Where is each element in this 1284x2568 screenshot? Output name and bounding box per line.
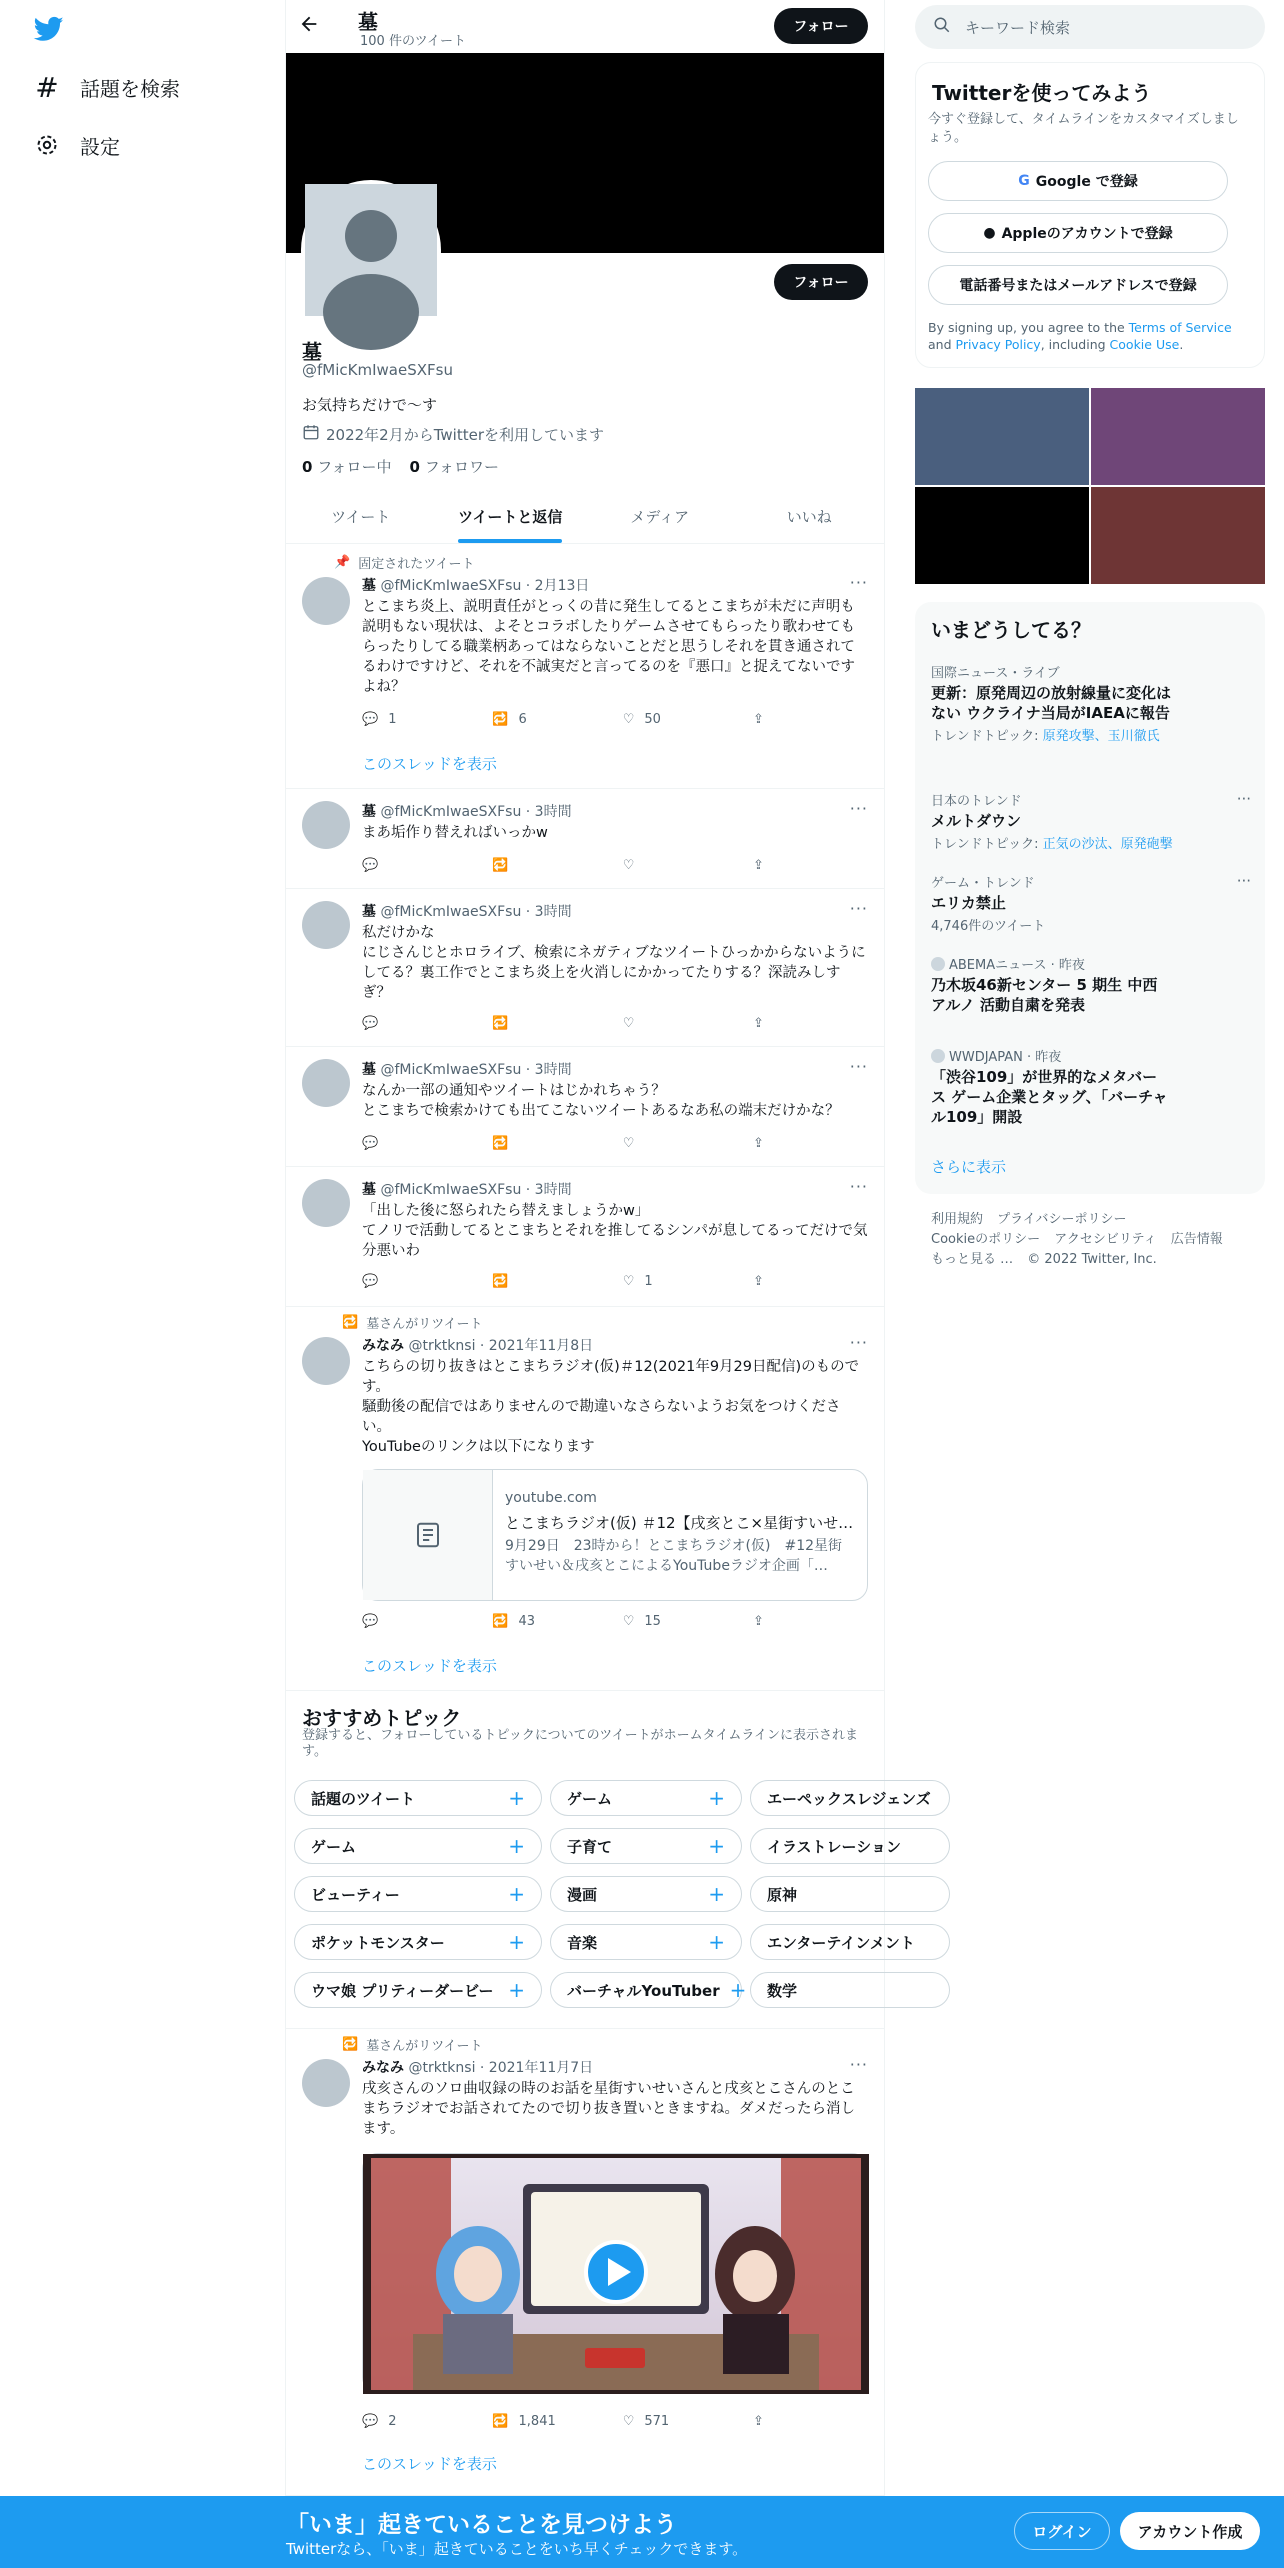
reply-icon: 💬 (362, 1273, 379, 1289)
search-icon (933, 16, 951, 38)
tweet-text: なんか一部の通知やツイートはじかれちゃう？ とこまちで検索かけても出てこないツイートあるなあ私の端末だけかな？ (362, 1083, 840, 1119)
retweet-icon: 🔁 (492, 1273, 509, 1289)
tab-tweets[interactable]: ツイート (331, 508, 391, 526)
footer-link[interactable]: プライバシーポリシー (997, 1212, 1127, 1227)
retweet-icon: 🔁 (342, 2037, 359, 2052)
like-button[interactable]: ♡ 571 (622, 2413, 670, 2429)
avatar[interactable] (302, 1337, 350, 1385)
more-icon[interactable]: ··· (849, 899, 868, 918)
retweet-icon: 🔁 (492, 1613, 509, 1629)
footer-link[interactable]: もっと見る … (931, 1252, 1014, 1267)
tweet[interactable] (286, 789, 884, 889)
like-button[interactable] (623, 1013, 753, 1033)
retweet-button[interactable]: 🔁 6 (492, 711, 527, 727)
retweeted-label: 🔁 墓さんがリツイート (342, 2037, 483, 2054)
tweet-actions (362, 709, 782, 729)
tweet[interactable] (286, 1167, 884, 1307)
tab-likes[interactable]: いいね (786, 508, 832, 526)
profile-header-bar (286, 0, 884, 53)
signup-box (915, 62, 1265, 368)
google-icon: G (1018, 173, 1030, 189)
heart-icon: ♡ (622, 711, 635, 727)
media-grid (915, 388, 1265, 584)
back-arrow-icon[interactable] (298, 13, 324, 39)
share-icon: ⇪ (753, 711, 764, 727)
topic-chip[interactable]: ゲーム + (294, 1828, 542, 1864)
reply-icon: 💬 (362, 1135, 379, 1151)
tweet-actions (362, 1611, 782, 1631)
bottom-signup-bar (0, 2496, 1284, 2568)
heart-icon: ♡ (622, 1613, 635, 1629)
like-button[interactable] (623, 1133, 753, 1153)
avatar[interactable] (302, 801, 350, 849)
share-button[interactable] (753, 2411, 782, 2431)
plus-icon: + (708, 1882, 725, 1906)
tweet-meta: 墓 @fMicKmIwaeSXFsu · 3時間 (362, 804, 572, 820)
bottom-subtext: Twitterなら、「いま」起きていることをいち早くチェックできます。 (286, 2540, 748, 2558)
avatar[interactable] (302, 1059, 350, 1107)
tweet-meta: 墓 @fMicKmIwaeSXFsu · 3時間 (362, 904, 572, 920)
retweet-button[interactable] (492, 1133, 622, 1153)
header-name: 墓 (358, 10, 378, 34)
pinned-label: 📌 固定されたツイート (334, 555, 475, 572)
header-tweet-count: 100 件のツイート (360, 34, 467, 49)
signup-button[interactable]: アカウント作成 (1120, 2512, 1260, 2550)
show-thread-link[interactable]: このスレッドを表示 (362, 2455, 497, 2473)
share-icon: ⇪ (753, 1273, 764, 1289)
topic-chip[interactable]: 原神 (750, 1876, 950, 1912)
plus-icon: + (508, 1930, 525, 1954)
footer-link[interactable]: アクセシビリティ (1054, 1232, 1157, 1247)
share-icon: ⇪ (753, 1135, 764, 1151)
share-button[interactable] (753, 1013, 782, 1033)
tweet-text: 「出した後に怒られたら替えましょうかw」 てノリで活動してるとこまちとそれを推してるシンパが息してるってだけで気分悪いわ (362, 1203, 868, 1259)
heart-icon: ♡ (622, 857, 635, 873)
avatar[interactable] (302, 2059, 350, 2107)
search-placeholder: キーワード検索 (965, 18, 1071, 37)
main-column (285, 0, 931, 2568)
profile-joined-text: 2022年2月からTwitterを利用しています (326, 425, 604, 444)
card-domain: youtube.com (505, 1490, 597, 1506)
reply-icon: 💬 (362, 1015, 379, 1031)
share-icon: ⇪ (753, 1613, 764, 1629)
topic-chip[interactable]: 子育て + (550, 1828, 742, 1864)
tweet-meta: 墓 @fMicKmIwaeSXFsu · 3時間 (362, 1062, 572, 1078)
media-thumb[interactable] (1091, 388, 1265, 485)
share-icon: ⇪ (753, 857, 764, 873)
footer-links (931, 1210, 1251, 1270)
share-button[interactable] (753, 709, 782, 729)
tweet-meta: 墓 @fMicKmIwaeSXFsu · 3時間 (362, 1182, 572, 1198)
calendar-icon (302, 423, 320, 445)
topic-chip[interactable]: 話題のツイート + (294, 1780, 542, 1816)
plus-icon: + (708, 1930, 725, 1954)
trend-item[interactable]: 日本のトレンド メルトダウン トレンドトピック: 正気の沙汰、原発砲撃 ··· (931, 790, 1251, 852)
footer-link[interactable]: 広告情報 (1170, 1232, 1223, 1247)
login-button[interactable]: ログイン (1014, 2512, 1110, 2550)
topic-chip[interactable]: 漫画 + (550, 1876, 742, 1912)
footer-link[interactable]: Cookieのポリシー (931, 1232, 1041, 1247)
trends-box (915, 602, 1265, 1194)
nav-explore-label: 話題を検索 (80, 76, 180, 101)
retweet-button[interactable] (492, 1013, 622, 1033)
avatar[interactable] (302, 901, 350, 949)
retweet-icon: 🔁 (492, 711, 509, 727)
plus-icon: + (729, 1978, 747, 2002)
signup-title: Twitterを使ってみよう (932, 81, 1152, 105)
media-thumb[interactable] (1091, 487, 1265, 584)
reply-button[interactable] (362, 1611, 492, 1631)
nav-explore[interactable] (34, 67, 180, 107)
heart-icon: ♡ (622, 1135, 635, 1151)
tweet-actions (362, 1271, 782, 1291)
bottom-headline: 「いま」起きていることを見つけよう (286, 2512, 677, 2538)
google-signup-button[interactable]: G Google で登録 (928, 161, 1228, 201)
plus-icon: + (508, 1834, 525, 1858)
plus-icon: + (508, 1786, 525, 1810)
phone-signup-button[interactable]: 電話番号またはメールアドレスで登録 (928, 265, 1228, 305)
source-avatar (931, 957, 945, 971)
source-avatar (931, 1049, 945, 1063)
reply-icon: 💬 (362, 2413, 379, 2429)
retweet-button[interactable] (492, 1271, 622, 1291)
tweet-actions (362, 1133, 782, 1153)
cookie-link[interactable]: Cookie Use (1109, 337, 1180, 352)
topic-chip[interactable]: バーチャルYouTuber + (550, 1972, 742, 2008)
tweet-text: 私だけかな にじさんじとホロライブ、検索にネガティブなツイートひっかからないようにしてる？裏工作でとこまち炎上を火消しにかかってたりする？深読みしすぎ？ (362, 925, 866, 1001)
hashtag-icon: # (35, 70, 59, 104)
trend-item[interactable]: ABEMAニュース · 昨夜 乃木坂46新センター 5 期生 中西アルノ 活動自粛を発表 (931, 958, 1158, 1014)
more-icon[interactable]: ··· (1236, 790, 1251, 808)
avatar[interactable] (302, 1179, 350, 1227)
heart-icon: ♡ (622, 2413, 635, 2429)
gear-icon (34, 132, 60, 158)
plus-icon: + (508, 1978, 525, 2002)
tweet-actions (362, 1013, 782, 1033)
reply-button[interactable] (362, 1271, 492, 1291)
topic-chip[interactable]: ゲーム + (550, 1780, 742, 1816)
card-title: とこまちラジオ(仮) ＃12【戌亥とこ×星街すいせ… (505, 1514, 854, 1532)
tweet-actions (362, 2411, 782, 2431)
media-thumb[interactable] (915, 388, 1089, 485)
retweet-icon: 🔁 (492, 857, 509, 873)
profile-follow-stats (302, 456, 499, 477)
retweet-button[interactable]: 🔁 43 (492, 1613, 536, 1629)
share-icon: ⇪ (753, 1015, 764, 1031)
nav-settings-label: 設定 (80, 134, 120, 159)
share-icon: ⇪ (753, 2413, 764, 2429)
show-more-link[interactable]: さらに表示 (931, 1158, 1007, 1176)
tweet-meta: みなみ @trktknsi · 2021年11月8日 (362, 1338, 594, 1354)
reply-button[interactable]: 💬 1 (362, 711, 397, 727)
tweet-text: まあ垢作り替えればいっかw (362, 825, 548, 841)
show-thread-link[interactable]: このスレッドを表示 (362, 1657, 497, 1675)
profile-name: 墓 (302, 340, 322, 364)
tweet-actions (362, 855, 782, 875)
plus-icon: + (708, 1786, 725, 1810)
more-icon[interactable]: ··· (849, 1057, 868, 1076)
plus-icon: + (708, 1834, 725, 1858)
trend-item[interactable]: ゲーム・トレンド エリカ禁止 4,746件のツイート ··· (931, 872, 1251, 934)
trend-item[interactable]: 国際ニュース・ライブ 更新：原発周辺の放射線量に変化はない ウクライナ当局がIAEAに報告 トレンドトピック: 原発攻撃、玉川徹氏 (931, 666, 1172, 744)
trends-title: いまどうしてる？ (931, 618, 1091, 642)
reply-button[interactable]: 💬 2 (362, 2413, 397, 2429)
more-icon[interactable]: ··· (849, 1177, 868, 1196)
header-follow-button[interactable]: フォロー (774, 8, 868, 44)
like-button[interactable]: ♡ 1 (622, 1273, 653, 1289)
tweet-meta: みなみ @trktknsi · 2021年11月7日 (362, 2060, 594, 2076)
topics-subtitle: 登録すると、フォローしているトピックについてのツイートがホームタイムラインに表示されます。 (302, 1728, 859, 1759)
more-icon[interactable]: ··· (849, 573, 868, 592)
topic-chip[interactable]: ウマ娘 プリティーダービー + (294, 1972, 542, 2008)
retweet-button[interactable]: 🔁 1,841 (492, 2413, 556, 2429)
reply-icon: 💬 (362, 1613, 379, 1629)
signup-subtitle: 今すぐ登録して、タイムラインをカスタマイズしましょう。 (928, 112, 1239, 145)
share-button[interactable] (753, 1611, 782, 1631)
like-button[interactable]: ♡ 15 (622, 1613, 661, 1629)
reply-button[interactable] (362, 1133, 492, 1153)
tweet[interactable] (286, 889, 884, 1047)
reply-button[interactable] (362, 855, 492, 875)
apple-signup-button[interactable]: ● Appleのアカウントで登録 (928, 213, 1228, 253)
signup-legal: By signing up, you agree to the Terms of Service and Privacy Policy, including Cookie Use. (928, 320, 1232, 352)
profile-avatar[interactable] (301, 180, 441, 320)
nav-settings[interactable] (34, 125, 120, 165)
heart-icon: ♡ (622, 1273, 635, 1289)
apple-icon: ● (983, 225, 996, 241)
twitter-logo-icon[interactable] (32, 14, 66, 44)
left-nav (0, 0, 285, 2568)
reply-icon: 💬 (362, 711, 379, 727)
heart-icon: ♡ (622, 1015, 635, 1031)
share-button[interactable] (753, 1133, 782, 1153)
terms-link[interactable]: Terms of Service (1128, 320, 1232, 335)
more-icon[interactable]: ··· (849, 2055, 868, 2074)
media-thumb[interactable] (915, 487, 1089, 584)
share-button[interactable] (753, 855, 782, 875)
topic-chip[interactable]: 音楽 + (550, 1924, 742, 1960)
link-card[interactable] (362, 1469, 868, 1601)
profile-tabs (286, 490, 884, 544)
tweet-text: とこまち炎上、説明責任がとっくの昔に発生してるとこまちが未だに声明も説明もない現状は、よそとコラボしたりゲームさせてもらったり歌わせてもらったりしてる職業柄あってはならないことだと思うしそれを貫き通されてるわけですけど、それを不誠実だと言ってるのを『悪口』と捉えてないですよね？ (362, 599, 855, 695)
like-button[interactable]: ♡ 50 (622, 711, 661, 727)
tweet-meta: 墓 @fMicKmIwaeSXFsu · 2月13日 (362, 578, 590, 594)
share-button[interactable] (753, 1271, 782, 1291)
avatar[interactable] (302, 577, 350, 625)
tweet-text: 戌亥さんのソロ曲収録の時のお話を星街すいせいさんと戌亥とこさんのとこまちラジオでお話されてたので切り抜き置いときますね。ダメだったら消します。 (362, 2081, 855, 2137)
profile-bio: お気持ちだけで〜す (302, 396, 438, 414)
pin-icon: 📌 (334, 555, 351, 570)
more-icon[interactable]: ··· (1236, 872, 1251, 890)
more-icon[interactable]: ··· (849, 1333, 868, 1352)
topics-grid (294, 1780, 931, 2002)
more-icon[interactable]: ··· (849, 799, 868, 818)
trend-item[interactable]: WWDJAPAN · 昨夜 「渋谷109」が世界的なメタバース ゲーム企業とタッグ、「バーチャル109」開設 (931, 1050, 1168, 1126)
topic-chip[interactable]: イラストレーション (750, 1828, 950, 1864)
card-description: 9月29日 23時から！とこまちラジオ(仮) #12星街すいせい＆戌亥とこによるYouTubeラジオ企画「… (505, 1538, 843, 1574)
tweet-text: こちらの切り抜きはとこまちラジオ(仮)＃12(2021年9月29日配信)のものです。 騒動後の配信ではありませんので勘違いなさらないようお気をつけください。 YouTubeのリンクは以下になります (362, 1359, 860, 1455)
reply-icon: 💬 (362, 857, 379, 873)
followers-link[interactable]: 0 フォロワー (409, 458, 499, 476)
retweeted-label: 🔁 墓さんがリツイート (342, 1315, 483, 1332)
retweet-icon: 🔁 (492, 1015, 509, 1031)
tab-media[interactable]: メディア (630, 508, 690, 526)
reply-button[interactable] (362, 1013, 492, 1033)
tweet[interactable] (286, 2028, 884, 2496)
topics-title: おすすめトピック (302, 1706, 462, 1730)
profile-follow-button[interactable]: フォロー (774, 264, 868, 300)
show-thread-link[interactable]: このスレッドを表示 (362, 755, 497, 773)
video-player[interactable] (362, 2153, 868, 2393)
retweet-icon: 🔁 (492, 1135, 509, 1151)
topic-chip[interactable]: エンターテインメント (750, 1924, 950, 1960)
topic-chip[interactable]: 数学 (750, 1972, 950, 2008)
topic-chip[interactable]: ビューティー + (294, 1876, 542, 1912)
tab-tweets-and-replies[interactable]: ツイートと返信 (436, 490, 586, 543)
tweet[interactable] (286, 1307, 884, 1691)
document-icon (363, 1470, 493, 1600)
search-box[interactable] (915, 5, 1265, 49)
tweet[interactable] (286, 545, 884, 789)
retweet-icon: 🔁 (492, 2413, 509, 2429)
following-link[interactable]: 0 フォロー中 (302, 458, 392, 476)
copyright: © 2022 Twitter, Inc. (1027, 1252, 1157, 1267)
topic-chip[interactable]: エーペックスレジェンズ (750, 1780, 950, 1816)
retweet-icon: 🔁 (342, 1315, 359, 1330)
tweet[interactable] (286, 1047, 884, 1167)
plus-icon: + (508, 1882, 525, 1906)
footer-link[interactable]: 利用規約 (931, 1212, 984, 1227)
profile-joined (302, 423, 604, 445)
privacy-link[interactable]: Privacy Policy (955, 337, 1041, 352)
profile-handle: @fMicKmIwaeSXFsu (302, 361, 453, 379)
retweet-button[interactable] (492, 855, 622, 875)
like-button[interactable] (623, 855, 753, 875)
topic-chip[interactable]: ポケットモンスター + (294, 1924, 542, 1960)
